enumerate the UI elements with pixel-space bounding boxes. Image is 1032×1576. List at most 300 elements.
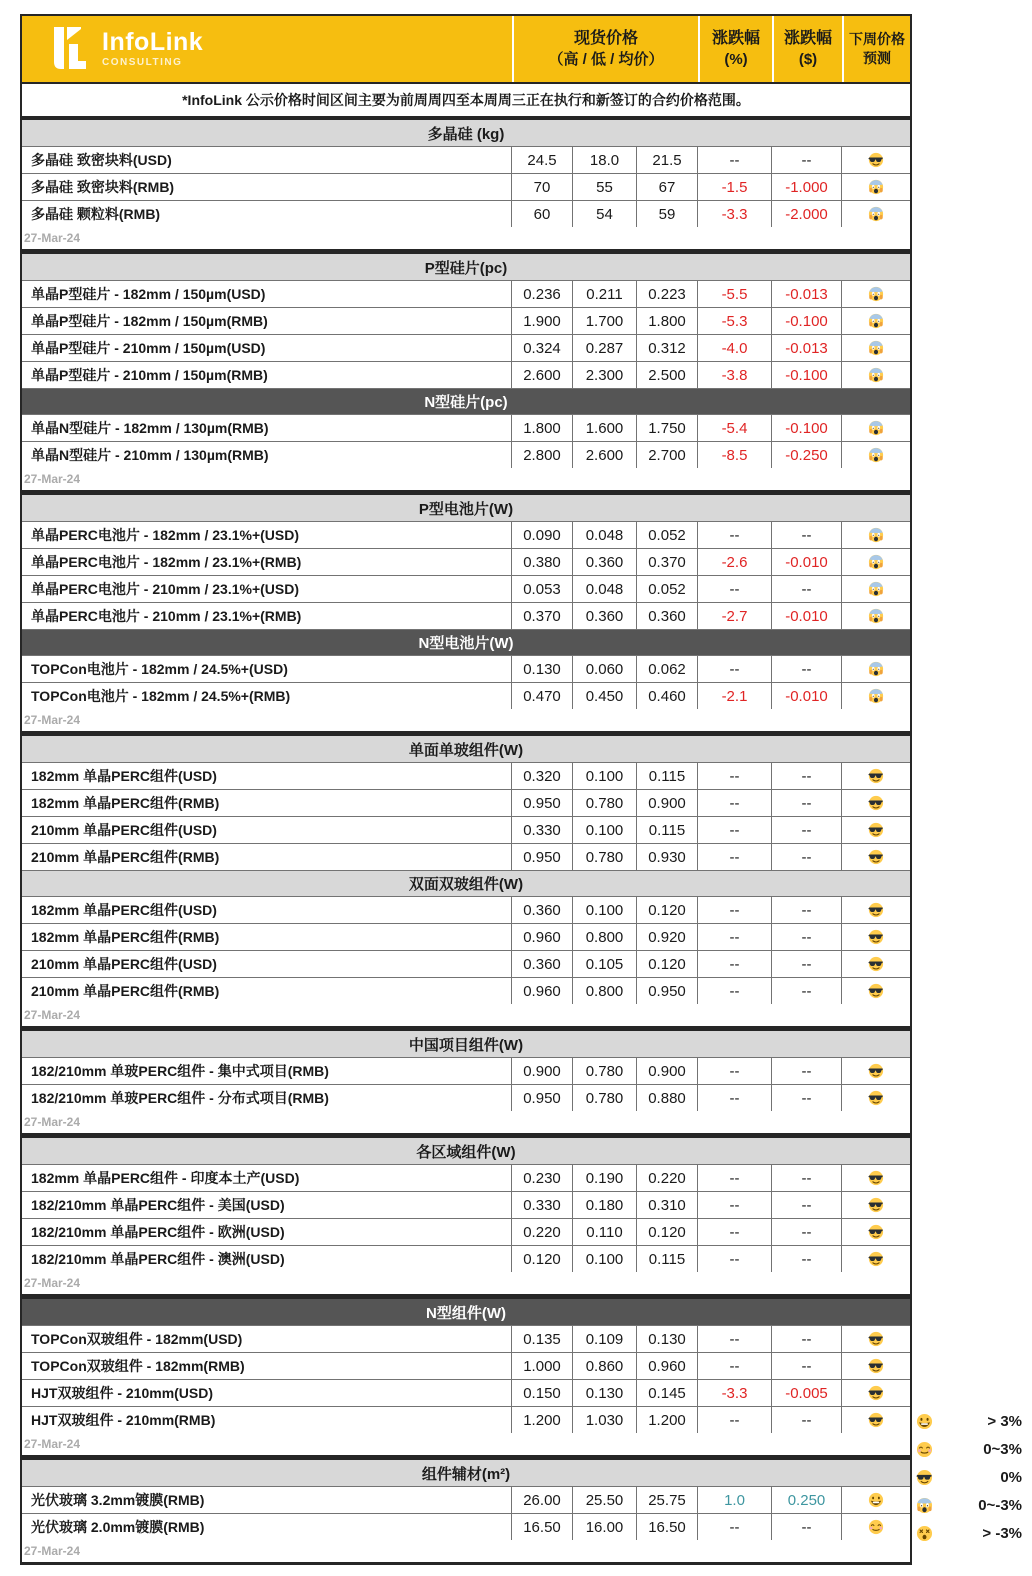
table-row [22, 1084, 910, 1111]
table-row [22, 923, 910, 950]
table-row [22, 1513, 910, 1540]
avg-price: 59 [637, 200, 698, 227]
cool-emoji [916, 1469, 933, 1486]
column-header-change-pct [698, 16, 772, 82]
date-label: 27-Mar-24 [24, 1008, 81, 1022]
change-pct: -2.1 [698, 682, 772, 709]
change-pct: -- [698, 1084, 772, 1111]
table-row [22, 1325, 910, 1352]
product-label: 182mm 单晶PERC组件(USD) [22, 762, 512, 789]
section-title: P型电池片(W) [22, 495, 910, 521]
avg-price: 0.460 [637, 682, 698, 709]
table-row [22, 602, 910, 629]
low-price: 54 [573, 200, 637, 227]
high-price: 0.130 [512, 655, 573, 682]
high-price: 0.950 [512, 1084, 573, 1111]
scream-emoji [842, 521, 910, 548]
high-price: 60 [512, 200, 573, 227]
change-usd: -- [772, 843, 842, 870]
avg-price: 0.115 [637, 762, 698, 789]
change-pct: -5.5 [698, 280, 772, 307]
section-title: N型硅片(pc) [22, 388, 910, 414]
change-pct: -1.5 [698, 173, 772, 200]
price-table [22, 1031, 910, 1111]
change-pct: -3.3 [698, 200, 772, 227]
low-price: 0.780 [573, 1057, 637, 1084]
low-price: 0.800 [573, 923, 637, 950]
low-price: 0.360 [573, 602, 637, 629]
avg-price: 2.500 [637, 361, 698, 388]
product-label: 182mm 单晶PERC组件(RMB) [22, 789, 512, 816]
date-label: 27-Mar-24 [24, 713, 81, 727]
change-usd: -- [772, 1218, 842, 1245]
cool-emoji [842, 950, 910, 977]
price-block [20, 1029, 912, 1136]
section-title: 各区域组件(W) [22, 1138, 910, 1164]
change-usd: -- [772, 1245, 842, 1272]
table-row [22, 334, 910, 361]
table-row [22, 521, 910, 548]
blocks [20, 118, 912, 1565]
low-price: 1.700 [573, 307, 637, 334]
low-price: 0.287 [573, 334, 637, 361]
change-usd: -0.100 [772, 414, 842, 441]
scream-emoji [842, 575, 910, 602]
product-label: 光伏玻璃 3.2mm镀膜(RMB) [22, 1486, 512, 1513]
price-table [22, 1460, 910, 1540]
avg-price: 0.900 [637, 789, 698, 816]
high-price: 0.950 [512, 843, 573, 870]
product-label: 182/210mm 单玻PERC组件 - 分布式项目(RMB) [22, 1084, 512, 1111]
brand-subtitle: CONSULTING [102, 57, 183, 68]
avg-price: 1.750 [637, 414, 698, 441]
avg-price: 0.120 [637, 950, 698, 977]
section-title: N型电池片(W) [22, 629, 910, 655]
table-row [22, 789, 910, 816]
change-pct: -3.3 [698, 1379, 772, 1406]
price-block [20, 1297, 912, 1458]
change-pct: -- [698, 1245, 772, 1272]
product-label: 182/210mm 单晶PERC组件 - 欧洲(USD) [22, 1218, 512, 1245]
avg-price: 0.900 [637, 1057, 698, 1084]
change-pct: -- [698, 1352, 772, 1379]
avg-price: 0.950 [637, 977, 698, 1004]
product-label: 182mm 单晶PERC组件 - 印度本土产(USD) [22, 1164, 512, 1191]
product-label: 多晶硅 致密块料(RMB) [22, 173, 512, 200]
high-price: 0.135 [512, 1325, 573, 1352]
spot-price-subtitle: （高 / 低 / 均价） [548, 50, 664, 68]
column-header-forecast [842, 16, 910, 82]
price-block [20, 493, 912, 734]
change-usd: -0.250 [772, 441, 842, 468]
low-price: 0.048 [573, 521, 637, 548]
high-price: 0.236 [512, 280, 573, 307]
grin-emoji [842, 1486, 910, 1513]
high-price: 0.380 [512, 548, 573, 575]
cool-emoji [842, 816, 910, 843]
high-price: 70 [512, 173, 573, 200]
low-price: 0.360 [573, 548, 637, 575]
date-label: 27-Mar-24 [24, 1276, 81, 1290]
table-row [22, 173, 910, 200]
logo-text [102, 30, 203, 68]
change-usd: -- [772, 896, 842, 923]
high-price: 0.370 [512, 602, 573, 629]
low-price: 0.450 [573, 682, 637, 709]
legend [906, 1407, 1026, 1547]
change-pct: -3.8 [698, 361, 772, 388]
high-price: 0.320 [512, 762, 573, 789]
section-title: 组件辅材(m²) [22, 1460, 910, 1486]
product-label: 单晶P型硅片 - 182mm / 150µm(USD) [22, 280, 512, 307]
cool-emoji [842, 923, 910, 950]
header-row [22, 16, 910, 84]
change-usd: -0.100 [772, 361, 842, 388]
cool-emoji [842, 1057, 910, 1084]
high-price: 0.360 [512, 950, 573, 977]
low-price: 25.50 [573, 1486, 637, 1513]
product-label: 210mm 单晶PERC组件(USD) [22, 950, 512, 977]
price-table [22, 254, 910, 388]
change-usd: -- [772, 575, 842, 602]
price-table [22, 736, 910, 870]
table-row [22, 1191, 910, 1218]
product-label: 182mm 单晶PERC组件(USD) [22, 896, 512, 923]
change-pct: -- [698, 1406, 772, 1433]
avg-price: 0.145 [637, 1379, 698, 1406]
cool-emoji [842, 1245, 910, 1272]
date-label: 27-Mar-24 [24, 1544, 81, 1558]
high-price: 2.800 [512, 441, 573, 468]
high-price: 1.900 [512, 307, 573, 334]
date-label: 27-Mar-24 [24, 472, 81, 486]
high-price: 0.090 [512, 521, 573, 548]
note-bar: *InfoLink 公示价格时间区间主要为前周周四至本周周三正在执行和新签订的合约价格范围。 [22, 84, 910, 116]
avg-price: 0.052 [637, 521, 698, 548]
table-row [22, 950, 910, 977]
low-price: 0.100 [573, 1245, 637, 1272]
high-price: 0.150 [512, 1379, 573, 1406]
high-price: 0.324 [512, 334, 573, 361]
price-table [22, 388, 910, 468]
change-usd: -- [772, 655, 842, 682]
table-row [22, 816, 910, 843]
table-row [22, 146, 910, 173]
section-title: 双面双玻组件(W) [22, 870, 910, 896]
change-usd: -- [772, 1164, 842, 1191]
change-usd: -- [772, 1057, 842, 1084]
table-row [22, 280, 910, 307]
grin-emoji [916, 1413, 933, 1430]
change-usd: 0.250 [772, 1486, 842, 1513]
high-price: 1.200 [512, 1406, 573, 1433]
change-pct: -2.6 [698, 548, 772, 575]
table-row [22, 977, 910, 1004]
low-price: 55 [573, 173, 637, 200]
legend-item [906, 1463, 1026, 1491]
price-block [20, 1458, 912, 1565]
avg-price: 0.310 [637, 1191, 698, 1218]
table-row [22, 655, 910, 682]
change-usd: -- [772, 789, 842, 816]
legend-item [906, 1519, 1026, 1547]
low-price: 0.109 [573, 1325, 637, 1352]
section-title: P型硅片(pc) [22, 254, 910, 280]
low-price: 0.800 [573, 977, 637, 1004]
change-pct: -8.5 [698, 441, 772, 468]
price-table [22, 120, 910, 227]
product-label: 210mm 单晶PERC组件(RMB) [22, 843, 512, 870]
avg-price: 0.370 [637, 548, 698, 575]
low-price: 0.048 [573, 575, 637, 602]
change-pct: -2.7 [698, 602, 772, 629]
section-title: 多晶硅 (kg) [22, 120, 910, 146]
avg-price: 0.062 [637, 655, 698, 682]
product-label: 多晶硅 致密块料(USD) [22, 146, 512, 173]
change-pct: 1.0 [698, 1486, 772, 1513]
price-table [22, 1299, 910, 1433]
price-block [20, 734, 912, 1029]
product-label: 单晶P型硅片 - 210mm / 150µm(RMB) [22, 361, 512, 388]
change-pct: -- [698, 843, 772, 870]
cool-emoji [842, 789, 910, 816]
change-usd: -2.000 [772, 200, 842, 227]
change-usd: -- [772, 1191, 842, 1218]
product-label: 单晶P型硅片 - 210mm / 150µm(USD) [22, 334, 512, 361]
avg-price: 0.120 [637, 1218, 698, 1245]
scream-emoji [842, 548, 910, 575]
change-pct: -- [698, 1191, 772, 1218]
product-label: 单晶PERC电池片 - 210mm / 23.1%+(USD) [22, 575, 512, 602]
low-price: 0.860 [573, 1352, 637, 1379]
low-price: 0.190 [573, 1164, 637, 1191]
table-row [22, 548, 910, 575]
change-usd: -- [772, 977, 842, 1004]
table-row [22, 1486, 910, 1513]
table-row [22, 307, 910, 334]
spot-price-title: 现货价格 [573, 30, 638, 48]
change-usd: -0.010 [772, 602, 842, 629]
scream-emoji [916, 1497, 933, 1514]
avg-price: 0.223 [637, 280, 698, 307]
table-row [22, 1218, 910, 1245]
change-pct-title: 涨跌幅 [711, 30, 760, 48]
scream-emoji [842, 682, 910, 709]
cool-emoji [842, 977, 910, 1004]
table-row [22, 1057, 910, 1084]
table-row [22, 361, 910, 388]
scream-emoji [842, 307, 910, 334]
change-usd: -- [772, 762, 842, 789]
change-usd: -1.000 [772, 173, 842, 200]
forecast-title-line2: 预测 [863, 50, 891, 66]
low-price: 0.780 [573, 1084, 637, 1111]
avg-price: 0.960 [637, 1352, 698, 1379]
table-row [22, 1164, 910, 1191]
price-block [20, 252, 912, 493]
table-row [22, 682, 910, 709]
table-row [22, 200, 910, 227]
date-label: 27-Mar-24 [24, 1115, 81, 1129]
cool-emoji [842, 1191, 910, 1218]
table-row [22, 896, 910, 923]
cool-emoji [842, 1406, 910, 1433]
avg-price: 0.115 [637, 816, 698, 843]
legend-label: 0~3% [983, 1440, 1022, 1458]
cool-emoji [842, 1352, 910, 1379]
change-pct: -- [698, 1057, 772, 1084]
change-pct: -- [698, 146, 772, 173]
change-pct: -4.0 [698, 334, 772, 361]
section-title: 单面单玻组件(W) [22, 736, 910, 762]
change-usd: -- [772, 950, 842, 977]
table-row [22, 414, 910, 441]
table-row [22, 1379, 910, 1406]
price-sheet-header [20, 14, 912, 118]
avg-price: 0.120 [637, 896, 698, 923]
low-price: 1.600 [573, 414, 637, 441]
legend-label: 0% [1000, 1468, 1022, 1486]
avg-price: 0.312 [637, 334, 698, 361]
product-label: TOPCon双玻组件 - 182mm(USD) [22, 1325, 512, 1352]
change-pct: -- [698, 762, 772, 789]
high-price: 0.900 [512, 1057, 573, 1084]
change-usd: -0.013 [772, 334, 842, 361]
low-price: 0.105 [573, 950, 637, 977]
avg-price: 21.5 [637, 146, 698, 173]
legend-item [906, 1435, 1026, 1463]
avg-price: 0.052 [637, 575, 698, 602]
scream-emoji [842, 441, 910, 468]
product-label: 单晶PERC电池片 - 210mm / 23.1%+(RMB) [22, 602, 512, 629]
product-label: 单晶P型硅片 - 182mm / 150µm(RMB) [22, 307, 512, 334]
change-pct: -- [698, 816, 772, 843]
high-price: 0.120 [512, 1245, 573, 1272]
change-usd: -0.013 [772, 280, 842, 307]
cool-emoji [842, 1084, 910, 1111]
change-usd-title: 涨跌幅 [783, 30, 832, 48]
high-price: 0.360 [512, 896, 573, 923]
change-pct: -- [698, 977, 772, 1004]
avg-price: 0.130 [637, 1325, 698, 1352]
low-price: 0.100 [573, 762, 637, 789]
product-label: 210mm 单晶PERC组件(USD) [22, 816, 512, 843]
product-label: 单晶PERC电池片 - 182mm / 23.1%+(RMB) [22, 548, 512, 575]
avg-price: 2.700 [637, 441, 698, 468]
change-usd: -0.100 [772, 307, 842, 334]
change-usd-unit: ($) [798, 50, 818, 68]
low-price: 0.180 [573, 1191, 637, 1218]
product-label: 光伏玻璃 2.0mm镀膜(RMB) [22, 1513, 512, 1540]
product-label: 单晶N型硅片 - 182mm / 130µm(RMB) [22, 414, 512, 441]
change-usd: -- [772, 1513, 842, 1540]
change-pct: -- [698, 950, 772, 977]
scream-emoji [842, 280, 910, 307]
scream-emoji [842, 173, 910, 200]
change-pct: -- [698, 575, 772, 602]
change-pct: -5.3 [698, 307, 772, 334]
change-usd: -- [772, 146, 842, 173]
change-usd: -- [772, 1084, 842, 1111]
high-price: 26.00 [512, 1486, 573, 1513]
table-row [22, 441, 910, 468]
dizzy-emoji [916, 1525, 933, 1542]
change-usd: -- [772, 1352, 842, 1379]
cool-emoji [842, 1218, 910, 1245]
legend-label: 0~-3% [978, 1496, 1022, 1514]
change-pct: -- [698, 521, 772, 548]
low-price: 0.060 [573, 655, 637, 682]
infolink-logo [22, 16, 512, 82]
low-price: 0.100 [573, 896, 637, 923]
price-table [22, 629, 910, 709]
product-label: 182/210mm 单晶PERC组件 - 澳洲(USD) [22, 1245, 512, 1272]
cool-emoji [842, 1325, 910, 1352]
table-row [22, 762, 910, 789]
scream-emoji [842, 414, 910, 441]
low-price: 2.600 [573, 441, 637, 468]
cool-emoji [842, 146, 910, 173]
high-price: 2.600 [512, 361, 573, 388]
avg-price: 16.50 [637, 1513, 698, 1540]
change-pct: -- [698, 1164, 772, 1191]
low-price: 2.300 [573, 361, 637, 388]
date-label: 27-Mar-24 [24, 1437, 81, 1451]
change-usd: -0.005 [772, 1379, 842, 1406]
high-price: 1.000 [512, 1352, 573, 1379]
legend-item [906, 1491, 1026, 1519]
scream-emoji [842, 200, 910, 227]
low-price: 0.100 [573, 816, 637, 843]
change-pct: -5.4 [698, 414, 772, 441]
change-pct: -- [698, 1218, 772, 1245]
scream-emoji [842, 602, 910, 629]
section-title: 中国项目组件(W) [22, 1031, 910, 1057]
high-price: 0.330 [512, 816, 573, 843]
table-row [22, 1406, 910, 1433]
avg-price: 0.220 [637, 1164, 698, 1191]
price-block [20, 118, 912, 252]
table-row [22, 1352, 910, 1379]
product-label: 单晶PERC电池片 - 182mm / 23.1%+(USD) [22, 521, 512, 548]
high-price: 0.950 [512, 789, 573, 816]
change-usd: -- [772, 521, 842, 548]
main-column [20, 14, 912, 1565]
column-header-spot-price [512, 16, 698, 82]
table-row [22, 843, 910, 870]
high-price: 24.5 [512, 146, 573, 173]
column-header-change-usd [772, 16, 842, 82]
low-price: 0.780 [573, 843, 637, 870]
avg-price: 0.360 [637, 602, 698, 629]
high-price: 0.330 [512, 1191, 573, 1218]
cool-emoji [842, 843, 910, 870]
smile-emoji [916, 1441, 933, 1458]
section-title: N型组件(W) [22, 1299, 910, 1325]
price-table [22, 495, 910, 629]
smile-emoji [842, 1513, 910, 1540]
change-usd: -- [772, 1325, 842, 1352]
low-price: 0.110 [573, 1218, 637, 1245]
change-pct: -- [698, 655, 772, 682]
legend-item [906, 1407, 1026, 1435]
table-row [22, 575, 910, 602]
low-price: 0.130 [573, 1379, 637, 1406]
date-label: 27-Mar-24 [24, 231, 81, 245]
change-usd: -- [772, 1406, 842, 1433]
product-label: TOPCon双玻组件 - 182mm(RMB) [22, 1352, 512, 1379]
legend-label: > -3% [982, 1524, 1022, 1542]
